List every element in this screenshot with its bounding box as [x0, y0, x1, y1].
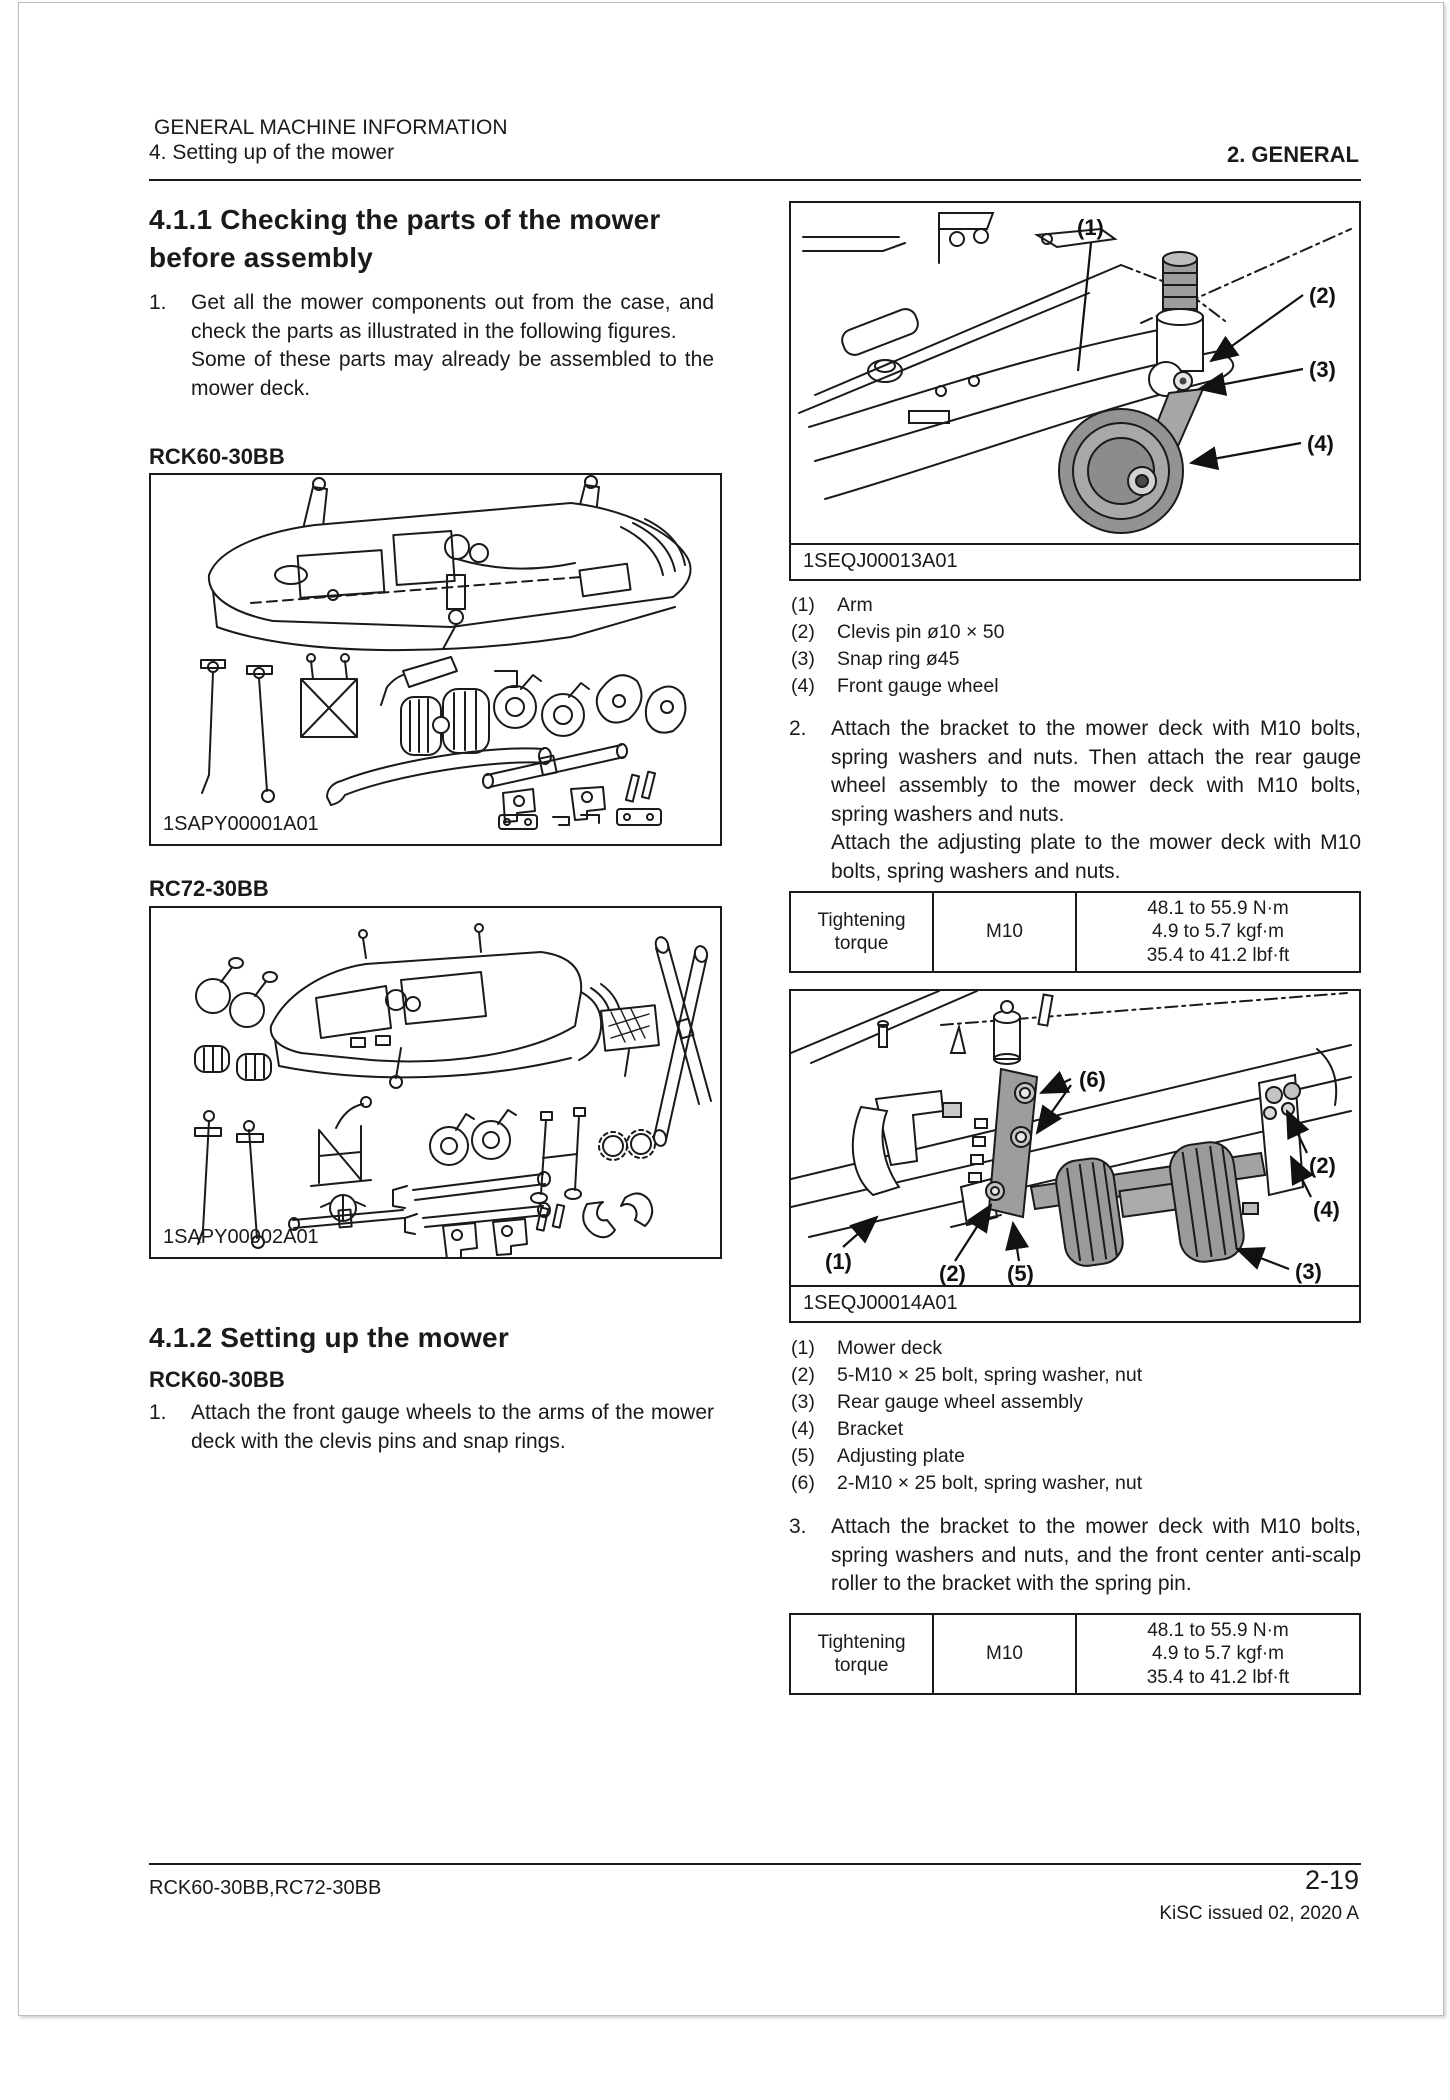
- callout-label: (2): [1309, 1153, 1336, 1178]
- figure-caption: 1SAPY00001A01: [163, 813, 319, 835]
- header-breadcrumb: [149, 115, 508, 165]
- callout-label: (3): [1295, 1259, 1322, 1284]
- step-text: Attach the bracket to the mower deck with M10 bolts, spring washers and nuts, and the front center anti-scalp roller to the bracket with the spring pin.: [831, 1515, 1361, 1595]
- torque-label: Tightening torque: [791, 1615, 934, 1693]
- footer-page-number: 2-19: [1304, 1865, 1359, 1895]
- parts-item: (2) 5-M10 × 25 bolt, spring washer, nut: [791, 1364, 1143, 1386]
- step-number: 1.: [149, 291, 167, 314]
- step-number: 2.: [789, 717, 807, 740]
- callout-label: (5): [1007, 1261, 1034, 1285]
- parts-item: (1) Arm: [791, 594, 873, 616]
- breadcrumb-line1: GENERAL MACHINE INFORMATION: [154, 116, 508, 139]
- section-411-title: 4.1.1 Checking the parts of the mower before assembly: [149, 204, 661, 273]
- torque-label: Tightening torque: [791, 893, 934, 971]
- torque-size: M10: [934, 893, 1077, 971]
- header-rule: [149, 179, 1361, 181]
- parts-item: (4) Bracket: [791, 1418, 904, 1440]
- model-label-rck60: RCK60-30BB: [149, 444, 285, 469]
- model-label-rck60-setup: RCK60-30BB: [149, 1367, 285, 1392]
- footer-issued: KiSC issued 02, 2020 A: [1159, 1903, 1359, 1924]
- torque-values: 48.1 to 55.9 N·m 4.9 to 5.7 kgf·m 35.4 to 41.2 lbf·ft: [1146, 1619, 1290, 1688]
- torque-table-1: [789, 891, 1361, 973]
- step-text: Attach the bracket to the mower deck with M10 bolts, spring washers and nuts. Then attach the rear gauge wheel assembly to the mower deck with M10 bolts, spring washers and nuts.: [831, 717, 1361, 826]
- parts-item: (4) Front gauge wheel: [791, 675, 999, 697]
- step-text: Attach the front gauge wheels to the arms of the mower deck with the clevis pins and snap rings.: [191, 1401, 714, 1453]
- callout-label: (6): [1079, 1067, 1106, 1092]
- section-412-title: 4.1.2 Setting up the mower: [149, 1322, 509, 1353]
- parts-list-front-wheel: [791, 592, 1361, 700]
- figure-front-gauge-wheel: [789, 201, 1361, 581]
- parts-item: (3) Snap ring ø45: [791, 648, 960, 670]
- model-label-rc72: RC72-30BB: [149, 876, 269, 901]
- callout-label: (4): [1307, 431, 1334, 456]
- figure-rear-gauge-wheel: [789, 989, 1361, 1323]
- step-number: 1.: [149, 1401, 167, 1424]
- manual-page: [18, 2, 1444, 2016]
- callout-label: (2): [939, 1261, 966, 1285]
- chapter-label: 2. GENERAL: [1226, 142, 1359, 167]
- parts-list-rear-wheel: [791, 1335, 1361, 1497]
- parts-item: (1) Mower deck: [791, 1337, 943, 1359]
- rc72-exploded-illustration: [151, 908, 720, 1257]
- figure-caption: 1SEQJ00014A01: [791, 1285, 1359, 1321]
- step-number: 3.: [789, 1515, 807, 1538]
- rear-gauge-wheel-illustration: [791, 991, 1359, 1285]
- torque-size: M10: [934, 1615, 1077, 1693]
- parts-item: (6) 2-M10 × 25 bolt, spring washer, nut: [791, 1472, 1143, 1494]
- step-text: Get all the mower components out from the case, and check the parts as illustrated in the following figures.: [191, 291, 714, 343]
- step-text: Some of these parts may already be assembled to the mower deck.: [191, 348, 714, 400]
- front-gauge-wheel-illustration: [791, 203, 1359, 543]
- callout-label: (1): [1077, 215, 1104, 240]
- figure-caption: 1SAPY00002A01: [163, 1226, 319, 1248]
- figure-rc72-exploded: [149, 906, 722, 1259]
- callout-label: (4): [1313, 1197, 1340, 1222]
- figure-rck60-exploded: [149, 473, 722, 846]
- callout-label: (2): [1309, 283, 1336, 308]
- parts-item: (2) Clevis pin ø10 × 50: [791, 621, 1005, 643]
- rck60-exploded-illustration: [151, 475, 720, 844]
- step-text: Attach the adjusting plate to the mower deck with M10 bolts, spring washers and nuts.: [831, 831, 1361, 883]
- callout-label: (1): [825, 1249, 852, 1274]
- step-3: [789, 1513, 1361, 1599]
- callout-label: (3): [1309, 357, 1336, 382]
- figure-caption: 1SEQJ00013A01: [791, 543, 1359, 579]
- parts-item: (3) Rear gauge wheel assembly: [791, 1391, 1084, 1413]
- step-2: [789, 715, 1361, 886]
- torque-table-2: [789, 1613, 1361, 1695]
- breadcrumb-line2: 4. Setting up of the mower: [149, 141, 395, 164]
- parts-item: (5) Adjusting plate: [791, 1445, 965, 1467]
- footer-rule: [149, 1863, 1361, 1865]
- step-412-1: [149, 1399, 714, 1456]
- step-411-1: [149, 289, 714, 403]
- footer-models: RCK60-30BB,RC72-30BB: [149, 1877, 382, 1899]
- torque-values: 48.1 to 55.9 N·m 4.9 to 5.7 kgf·m 35.4 to 41.2 lbf·ft: [1146, 897, 1290, 966]
